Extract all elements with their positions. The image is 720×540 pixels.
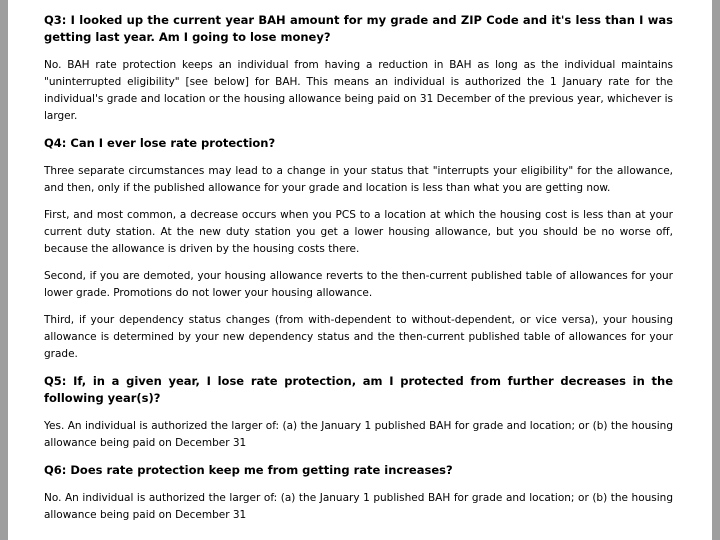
faq-question-q4: Q4: Can I ever lose rate protection? [44, 136, 276, 150]
faq-answer-q5: Yes. An individual is authorized the larger of: (a) the January 1 published BAH for grade and location; or (b) the housing allowance being paid on December 31 [44, 420, 673, 449]
faq-answer-q4-second: Second, if you are demoted, your housing allowance reverts to the then-current published table of allowances for your lower grade. Promotions do not lower your housing allowance. [44, 270, 673, 299]
faq-answer-q3: No. BAH rate protection keeps an individual from having a reduction in BAH as long as the individual maintains "uninterrupted eligibility" [see below] for BAH. This means an individual is authorized the 1 January rate for the individual's grade and location or the housing allowance being paid on 31 December of the previous year, whichever is larger. [44, 59, 673, 122]
left-border [0, 0, 8, 540]
faq-question-q3: Q3: I looked up the current year BAH amount for my grade and ZIP Code and it's less than I was getting last year. Am I going to lose money? [44, 13, 673, 44]
faq-document [44, 12, 673, 534]
faq-answer-q4-intro: Three separate circumstances may lead to a change in your status that "interrupts your eligibility" for the allowance, and then, only if the published allowance for your grade and location is less than what you are getting now. [44, 165, 673, 194]
faq-answer-q4-first: First, and most common, a decrease occurs when you PCS to a location at which the housing cost is less than at your current duty station. At the new duty station you get a lower housing allowance, but you should be no worse off, because the allowance is driven by the housing costs there. [44, 209, 673, 255]
faq-answer-q6: No. An individual is authorized the larger of: (a) the January 1 published BAH for grade and location; or (b) the housing allowance being paid on December 31 [44, 492, 673, 521]
faq-question-q5: Q5: If, in a given year, I lose rate protection, am I protected from further decreases in the following year(s)? [44, 374, 673, 405]
faq-answer-q4-third: Third, if your dependency status changes (from with-dependent to without-dependent, or vice versa), your housing allowance is determined by your new dependency status and the then-current published table of allowances for your grade. [44, 314, 673, 360]
right-border [712, 0, 720, 540]
faq-question-q6: Q6: Does rate protection keep me from getting rate increases? [44, 463, 453, 477]
